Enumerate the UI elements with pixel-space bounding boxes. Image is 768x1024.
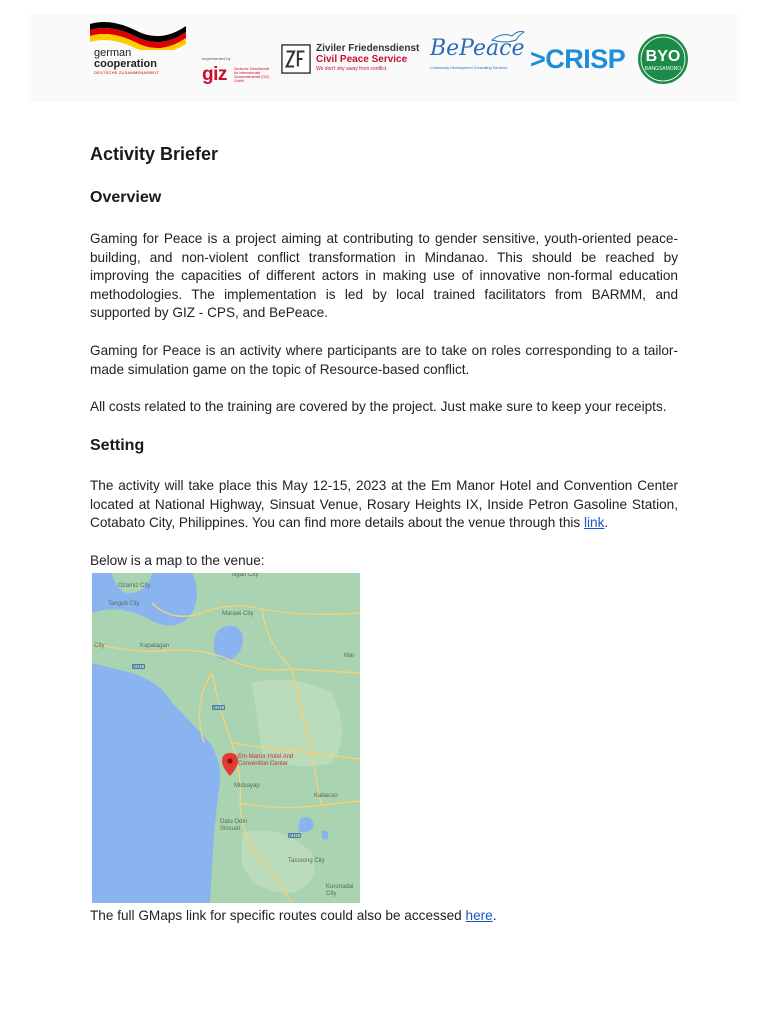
byo-subtitle: BANGSAMORO: [644, 66, 682, 72]
byo-emblem-icon: [637, 33, 689, 85]
setting-paragraph: [90, 477, 678, 533]
datu-label-line1: Datu Odin: [220, 819, 248, 825]
map-label-ozamiz: Ozamiz City: [118, 583, 151, 589]
german-flag-icon: [90, 18, 190, 50]
byo-logo: [637, 33, 689, 85]
map-label-mar: Mar: [344, 653, 355, 659]
map-label-kabacan: Kabacan: [314, 793, 338, 799]
crisp-wordmark: >CRISP: [530, 44, 626, 74]
setting-heading: Setting: [90, 437, 145, 454]
crisp-logo: [530, 44, 634, 78]
map-footer: [90, 907, 678, 926]
map-label-tangub: Tangub City: [108, 601, 140, 607]
map-label-midsayap: Midsayap: [234, 783, 260, 789]
giz-mark: giz: [202, 64, 227, 85]
german-cooperation-logo: [90, 18, 190, 82]
bepeace-logo: [428, 34, 528, 84]
map-label-tacurong: Tacurong City: [288, 858, 325, 864]
map-footer-end: .: [492, 908, 497, 923]
map-label-iligan: Iligan City: [232, 573, 259, 578]
bepeace-wordmark: BePeace: [430, 36, 525, 61]
map-label-kapatagan: Kapatagan: [140, 643, 170, 649]
koronadal-label-line1: Koronadal: [326, 884, 354, 890]
venue-details-link[interactable]: link: [583, 515, 605, 531]
deutsche-zusammenarbeit-text: DEUTSCHE ZUSAMMENARBEIT: [94, 70, 160, 75]
gmaps-link[interactable]: here: [465, 908, 493, 923]
venue-map[interactable]: [92, 573, 360, 903]
zfd-tagline: We don't shy away from conflict.: [316, 66, 388, 72]
map-label-koronadal: [326, 884, 353, 898]
byo-wordmark: BYO: [645, 48, 681, 65]
road-badge-ah26-2: AH26: [213, 705, 225, 710]
road-badge-ah26-3: AH26: [289, 833, 301, 838]
overview-paragraph-3: All costs related to the training are covered by the project. Just make sure to keep your receipts.: [90, 399, 667, 414]
overview-paragraph-1: Gaming for Peace is a project aiming at contributing to gender sensitive, youth-oriented peace-building, and non-violent conflict transformation in Mindanao. This should be reached by improving the capacities of different actors in making use of innovative non-formal education methodologies. The implementation is led by local trained facilitators from BARMM, and supported by GIZ - CPS, and BePeace.: [90, 231, 678, 321]
map-label-datu-odin-sinsuat: [220, 819, 247, 833]
setting-text: The activity will take place this May 12-15, 2023 at the Em Manor Hotel and Convention Center located at National Highway, Sinsuat Venue, Rosary Heights IX, Inside Petron Gasoline Station, Cotabato City, Philippines. You can find more details about the venue through this: [90, 478, 678, 531]
zfd-name-en: Civil Peace Service: [316, 54, 408, 65]
map-label-marawi: Marawi City: [222, 611, 254, 617]
venue-label-line2: Convention Center: [238, 761, 289, 767]
overview-paragraph-2: Gaming for Peace is an activity where participants are to take on roles corresponding to a tailor-made simulation game on the topic of Resource-based conflict.: [90, 343, 678, 377]
overview-heading: Overview: [90, 189, 162, 206]
implemented-by-text: Implemented by: [202, 56, 231, 61]
road-badge-ah26-1: AH26: [133, 664, 145, 669]
german-cooperation-text: [94, 48, 157, 70]
cooperation-line: cooperation: [94, 58, 157, 70]
map-footer-text: The full GMaps link for specific routes could also be accessed: [90, 908, 466, 923]
map-label-city-left: City: [94, 643, 105, 649]
map-graphic: [92, 573, 360, 903]
setting-end: .: [604, 515, 609, 531]
datu-label-line2: Sinsuat: [220, 826, 241, 832]
zfd-logo: [278, 40, 440, 88]
page-title: Activity Briefer: [90, 144, 219, 164]
map-label-venue: [238, 754, 293, 768]
map-intro: Below is a map to the venue:: [90, 553, 265, 568]
koronadal-label-line2: City: [326, 891, 337, 897]
zfd-name-de: Ziviler Friedensdienst: [316, 43, 420, 54]
venue-label-line1: Em Manor Hotel And: [238, 754, 294, 760]
bepeace-subtitle: Community Development Consulting Services: [430, 66, 508, 70]
giz-description: Deutsche Gesellschaft für Internationale Zusammenarbeit (GIZ) GmbH: [234, 67, 270, 83]
giz-logo: [200, 54, 272, 90]
zfd-emblem-icon: [280, 44, 312, 74]
german-line: german: [94, 47, 132, 59]
